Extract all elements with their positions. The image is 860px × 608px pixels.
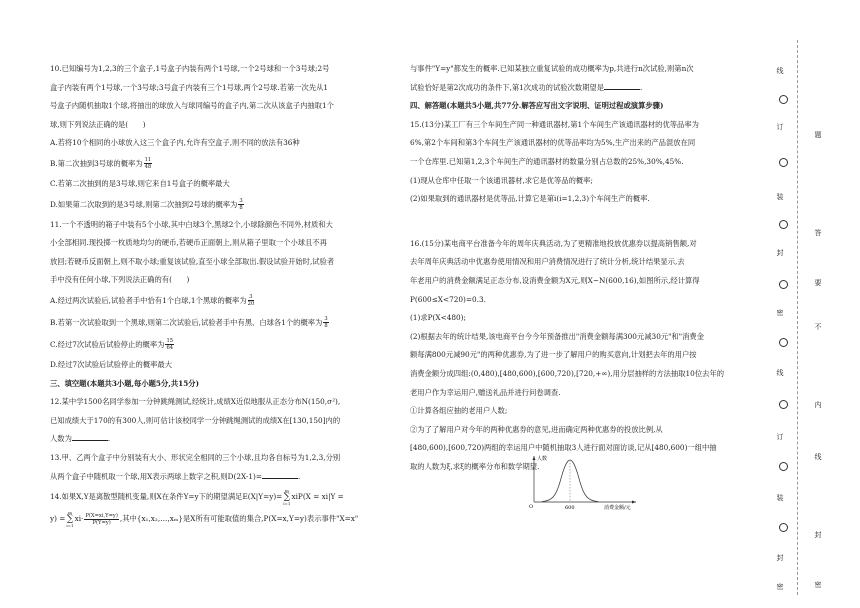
q11-option-a-fraction — [248, 294, 255, 307]
section-4-heading: 四、解答题(本题共5小题,共77分.解答应写出文字说明、证明过程或演算步骤) — [410, 101, 664, 111]
fraction-denominator: 48 — [144, 164, 152, 171]
binding-char: 装 — [776, 494, 784, 502]
x-tick-label: 600 — [565, 505, 575, 511]
sum-upper: m — [68, 510, 72, 516]
q15-line-4: (1)现从仓库中任取一个该通讯器材,求它是优等品的概率; — [410, 175, 593, 185]
q16-line-4: P(600≤X<720)=0.3. — [410, 294, 486, 304]
q15-line-1: 15.(13分)某工厂有三个车间生产同一种通讯器材,第1个车间生产该通讯器材的优等品率为 — [410, 119, 699, 129]
q10-option-d — [50, 194, 395, 216]
q13-line-1: 13.甲、乙两个盒子中分别装有大小、形状完全相同的三个小球,且均各自标号为1,2,3,分别 — [50, 452, 341, 462]
binding-char: 密 — [776, 583, 784, 591]
q14-cont-line-2-end: . — [640, 82, 643, 92]
q11-line-2: 小全部相同.现投掷一枚质地均匀的硬币,若硬币正面朝上,则从箱子里取一个小球且不再 — [50, 238, 327, 248]
binding-warning-char: 答 — [814, 229, 822, 237]
q14-line-2-end: ,其中{x₁,x₂,…,xₘ}是X所有可能取值的集合,P(X=x,Y=y)表示事件"X=x" — [119, 514, 359, 524]
normal-distribution-figure — [520, 452, 640, 514]
binding-warning-char: 封 — [814, 531, 822, 539]
q14-line-2 — [50, 508, 395, 530]
q10-option-b — [50, 153, 395, 175]
q11-option-b — [50, 312, 395, 334]
q14-cont-line-1: 与事件"Y=y"都发生的概率.已知某独立重复试验的成功概率为p,共进行n次试验,则第n次 — [410, 64, 694, 73]
binding-warning-char: 要 — [814, 279, 822, 287]
x-axis-label: 消费金额/元 — [604, 505, 631, 511]
q10-line-1: 10.已知编号为1,2,3的三个盒子,1号盒子内装有两个1号球,一个2号球和一个3号球;2号 — [50, 64, 330, 73]
binding-warning-char: 不 — [814, 323, 822, 331]
sum-lower: i=1 — [66, 523, 74, 529]
fraction-numerator: 3 — [239, 198, 243, 205]
q13-line-2-text: 从两个盒子中随机取一个球,用X表示两球上数字之积,则D(2X-1)= — [50, 471, 263, 481]
q16-line-11: ②为了了解用户对今年的两种优惠券的意见,进而确定两种优惠券的投放比例,从 — [410, 424, 663, 434]
q10-option-d-text: D.如果第二次取到的是3号球,则第二次抽到2号球的概率为 — [50, 199, 238, 209]
q11-option-b-text: B.若第一次试验取到一个黑球,则第二次试验后,试验者手中有黑、白球各1个的概率为 — [50, 317, 323, 327]
binding-hole-circle — [779, 158, 788, 167]
binding-hole-circle — [779, 400, 788, 409]
binding-char: 装 — [776, 193, 784, 201]
binding-hole-circle — [779, 280, 788, 289]
sum-lower: i=1 — [283, 501, 291, 507]
binding-margin — [775, 0, 820, 608]
q11-option-d: D.经过7次试验后试验停止的概率最大 — [50, 359, 173, 369]
q16-line-2: 去年周年庆典活动中优惠券使用情况和用户消费情况进行了统计分析,统计结果显示,去 — [410, 257, 685, 267]
left-column — [50, 60, 395, 530]
q10-option-a: A.若将10个相同的小球放入这三个盒子内,允许有空盒子,则不同的放法有36种 — [50, 138, 300, 148]
q14-cont-line-2-text: 试验恰好是第2次成功的条件下,第1次成功的试验次数期望是 — [410, 82, 605, 92]
origin-label: O — [529, 504, 534, 510]
q10-option-b-fraction — [144, 157, 153, 170]
fraction-numerator: 3 — [324, 316, 328, 323]
binding-char: 线 — [776, 369, 784, 377]
fraction-numerator: P(X=xi,Y=y) — [85, 512, 118, 519]
summation-symbol: m ∑ i=1 — [283, 488, 291, 507]
fraction-denominator: 64 — [166, 345, 174, 352]
q16-line-3: 年老用户的消费金额满足正态分布,设消费金额为X元,则X~N(600,16),如图所示,经计算得 — [410, 275, 700, 285]
q16-line-5: (1)求P(X<480); — [410, 313, 466, 323]
binding-char: 线 — [776, 67, 784, 75]
summation-symbol: m ∑ i=1 — [66, 510, 74, 529]
q15-line-2: 6%,第2个车间和第3个车间生产该通讯器材的优等品率均为5%,生产出来的产品混放在同 — [410, 138, 696, 148]
binding-hole-circle — [779, 338, 788, 347]
q16-line-13: 取的人数为ξ,求ξ的概率分布和数学期望. — [410, 461, 540, 471]
answer-blank — [604, 81, 643, 92]
q14-fraction — [84, 513, 119, 526]
q13-line-2-end: . — [298, 471, 301, 481]
fraction-numerator: 15 — [166, 338, 174, 345]
q14-line-2-text: y) = — [50, 514, 66, 524]
q16-line-7: 额每满800元减90元"的两种优惠券,为了进一步了解用户的购买意向,计划把去年的用户按 — [410, 350, 697, 360]
binding-char: 封 — [776, 249, 784, 257]
q11-option-c-text: C.经过7次试验后试验停止的概率为 — [50, 339, 165, 349]
y-axis-label: 人数 — [537, 456, 548, 462]
q11-line-1: 11.一个不透明的箱子中装有5个小球,其中白球3个,黑球2个,小球除颜色不同外,材质和大 — [50, 219, 333, 229]
q14-line-1-end: xiP(X = xi|Y = — [291, 492, 344, 502]
q11-line-4: 手中没有任何小球,下列说法正确的有( ) — [50, 275, 190, 285]
q16-line-12: [480,600),[600,720)两组的幸运用户中随机抽取3人进行面对面访谈,记从[480,600)一组中抽 — [410, 443, 717, 453]
fraction-denominator: 8 — [324, 323, 328, 330]
answer-blank — [72, 432, 111, 444]
fraction-denominator: 8 — [239, 205, 243, 212]
fraction-numerator: 3 — [249, 294, 253, 301]
q12-line-3-text: 人数为 — [50, 434, 72, 444]
q11-option-a — [50, 290, 395, 312]
binding-warning-char: 密 — [814, 581, 822, 589]
binding-warning-char: 线 — [814, 453, 822, 461]
right-column — [410, 60, 755, 476]
binding-dashed-line — [797, 40, 798, 595]
q11-option-c — [50, 334, 395, 356]
spacer — [410, 209, 755, 235]
binding-hole-circle — [779, 462, 788, 471]
q12-line-1: 12.某中学1500名同学参加一分钟跳绳测试,经统计,成绩X近似地服从正态分布N(150,σ²), — [50, 397, 341, 407]
q16-line-9: 老用户作为幸运用户,赠送礼品并进行问卷调查. — [410, 387, 561, 397]
q10-line-4: 球,则下列说法正确的是( ) — [50, 119, 146, 129]
q10-option-c: C.若第二次抽到的是3号球,则它来自1号盒子的概率最大 — [50, 178, 230, 188]
binding-hole-circle — [779, 523, 788, 532]
q11-option-a-text: A.经过两次试验后,试验者手中恰有1个白球,1个黑球的概率为 — [50, 295, 247, 305]
binding-char: 密 — [776, 309, 784, 317]
binding-char: 封 — [776, 554, 784, 562]
q11-option-b-fraction — [323, 316, 328, 329]
q13-line-2 — [50, 468, 395, 487]
sum-upper: m — [284, 488, 289, 494]
q11-option-c-fraction — [165, 338, 174, 351]
y-axis-arrow — [533, 456, 536, 460]
q16-line-10: ①计算各组应抽的老用户人数; — [410, 406, 508, 416]
q14-line-1-text: 14.如果X,Y是离散型随机变量,则X在条件Y=y下的期望满足E(X|Y=y)= — [50, 492, 283, 502]
q10-line-2: 盒子内装有两个1号球,一个3号球;3号盒子内装有三个1号球,两个2号球.若第一次先从1 — [50, 82, 329, 92]
q12-line-3 — [50, 430, 395, 449]
q14-cont-line-2 — [410, 79, 755, 98]
fraction-denominator: 20 — [247, 301, 255, 308]
x-axis-arrow — [632, 501, 636, 504]
binding-char: 订 — [776, 123, 784, 131]
binding-hole-circle — [779, 95, 788, 104]
q15-line-3: 一个仓库里.已知第1,2,3个车间生产的通讯器材的数量分别占总数的25%,30%,45%. — [410, 156, 684, 166]
binding-char: 订 — [776, 433, 784, 441]
answer-blank — [262, 470, 301, 481]
fraction-denominator: P(Y=y) — [92, 519, 111, 526]
q11-line-3: 放回;若硬币反面朝上,则不取小球;重复该试验,直至小球全部取出.假设试验开始时,试验者 — [50, 256, 335, 266]
q10-option-d-fraction — [238, 198, 243, 211]
section-3-heading: 三、填空题(本题共3小题,每小题5分,共15分) — [50, 378, 200, 388]
q15-line-5: (2)如果取到的通讯器材是优等品,计算它是第i(i=1,2,3)个车间生产的概率. — [410, 194, 650, 204]
binding-hole-circle — [779, 220, 788, 229]
q16-line-8: 消费金额分成四组:(0,480),[480,600),[600,720),[720,+∞),用分层抽样的方法抽取10位去年的 — [410, 368, 725, 378]
binding-warning-char: 题 — [814, 131, 822, 139]
q14-line-2-mid: xi· — [74, 514, 84, 524]
q10-line-3: 号盒子内随机抽取1个球,将抽出的球放入与球同编号的盒子内,第二次从该盒子内抽取1个 — [50, 101, 334, 111]
q10-option-b-text: B.第二次抽到3号球的概率为 — [50, 158, 143, 168]
fraction-numerator: 11 — [144, 157, 152, 164]
binding-warning-char: 内 — [814, 401, 822, 409]
q12-line-3-end: . — [107, 434, 111, 444]
q16-line-6: (2)根据去年的统计结果,该电商平台今今年预备推出"消费金额每满300元减30元"和"消费金 — [410, 331, 705, 341]
q16-line-1: 16.(15分)某电商平台准备今年的周年庆典活动,为了更精准地投放优惠券以提高销售额,对 — [410, 238, 697, 248]
q12-line-2: 已知成绩大于170的有300人,则可估计该校同学一分钟跳绳测试的成绩X在[130,150]内的 — [50, 415, 341, 425]
q14-line-1 — [50, 486, 395, 508]
